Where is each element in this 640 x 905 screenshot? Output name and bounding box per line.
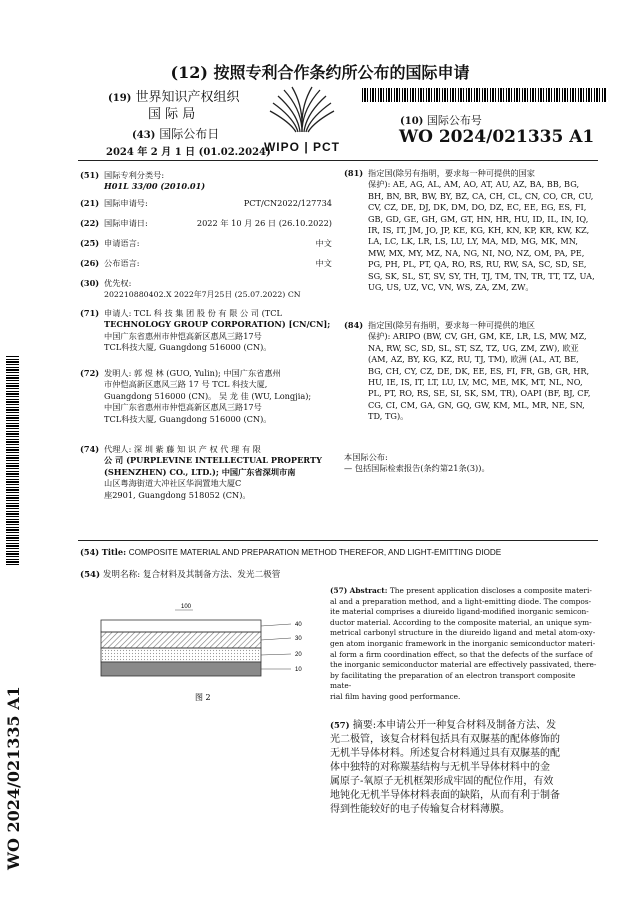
side-barcode <box>6 355 19 565</box>
abstract-zh: (57) 摘要:本申请公开一种复合材料及制备方法、发 光二极管，该复合材料包括具有双脲基的配体修饰的 无机半导体材料。所述复合材料通过具有双脲基的配 体中独特的对称羰基结构与无机半导体材料中的金 属原子-氧原子无机框架形成牢固的配位作用，有效 地钝化无机半导体材料表面的缺陷，从而有利于制备 得到性能较好的电子传输复合材料薄膜。 <box>330 720 560 815</box>
title-zh: (54) 发明名称: 复合材料及其制备方法、发光二极管 <box>80 570 281 580</box>
org-name: 世界知识产权组织 <box>135 90 240 105</box>
field-pub-language: (26) 公布语言: 中文 <box>80 258 332 268</box>
inventor-block: (72) 发明人: 郭 煜 林 (GUO, Yulin); 中国广东省惠州 市仲恺高新区惠风三路 17 号 TCL 科技大厦, Guangdong 516000 (CN)。 吴 龙 佳 (WU, Longjia); 中国广东省惠州市仲恺高新区惠风三路17号 TCL科技大厦, Guangdong 516000 (CN)。 <box>80 368 312 424</box>
side-pubno: WO 2024/021335 A1 <box>4 686 23 870</box>
pubdate-value: 2024 年 2 月 1 日 (01.02.2024) <box>106 147 271 158</box>
figure-top-label: 100 <box>181 604 192 610</box>
field-filing-language: (25) 申请语言: 中文 <box>80 238 332 248</box>
designated-states-national: (81) 指定国(除另有指明，要求每一种可提供的国家 保护): AE, AG, AL, AM, AO, AT, AU, AZ, BA, BB, BG, BH, BN, BR, BW, BY, BZ, CA, CH, CL, CN, CO, CR, CU, CV, CZ, DE, DJ, DK, DM, DO, DZ, EC, EE, EG, ES, FI, GB, GD, GE, GH, GM, GT, HN, HR, HU, ID, IL, IN, IQ, IR, IS, IT, JM, JO, JP, KE, KG, KH, KN, KP, KR, KW, KZ, LA, LC, LK, LR, LS, LU, LY, MA, MD, MG, MK, MN, MW, MX, MY, MZ, NA, NG, NI, NO, NZ, OM, PA, PE, PG, PH, PL, PT, QA, RO, RS, RU, RW, SA, SC, SD, SE, SG, SK, SL, ST, SV, SY, TH, TJ, TM, TN, TR, TT, TZ, UA, UG, US, UZ, VC, VN, WS, ZA, ZM, ZW。 <box>344 168 595 293</box>
layer-label-20: 20 <box>295 652 302 658</box>
org-code: (19) <box>108 93 132 104</box>
layer-label-30: 30 <box>295 636 302 642</box>
published-with: 本国际公布: — 包括国际检索报告(条约第21条(3))。 <box>344 452 490 474</box>
field-priority: (30) 优先权: 202210880402.X 2022年7月25日 (25.07.2022) CN <box>80 278 301 300</box>
pubdate-label-block <box>132 125 219 142</box>
pubno-label: 国际公布号 <box>426 114 482 127</box>
title-en: (54) Title: COMPOSITE MATERIAL AND PREPARATION METHOD THEREFOR, AND LIGHT-EMITTING DIODE <box>80 547 502 557</box>
document-title: (12) 按照专利合作条约所公布的国际申请 <box>170 63 470 82</box>
field-ipc: (51) 国际专利分类号: H01L 33/00 (2010.01) <box>80 170 206 192</box>
layer-diagram <box>95 598 325 718</box>
agent-block: (74) 代理人: 深 圳 紫 藤 知 识 产 权 代 理 有 限 公 司 (PURPLEVINE INTELLECTUAL PROPERTY (SHENZHEN) CO., LTD.); 中国广东省深圳市南 山区粤海街道大冲社区华润置地大厦C 座2901, Guangdong 518052 (CN)。 <box>80 444 322 500</box>
layer-30 <box>101 632 261 648</box>
layer-40 <box>101 620 261 632</box>
field-app-number: (21) 国际申请号: PCT/CN2022/127734 <box>80 198 332 208</box>
pubno-code: (10) <box>400 116 424 127</box>
pubno-label-block <box>400 112 482 128</box>
wipo-logo-text: WIPO | PCT <box>263 140 341 154</box>
wipo-logo <box>262 84 342 160</box>
pubno-value: WO 2024/021335 A1 <box>399 127 595 147</box>
figure-caption: 图 2 <box>195 693 211 702</box>
figure-2 <box>95 598 325 718</box>
abstract-en: (57) Abstract: The present application discloses a composite materi- al and a preparation method, and a light-emitting diode. The compos- ite material comprises a diureido ligand-modified inorganic semicon- ductor material. According to the composite material, an unique sym- metrical carbonyl structure in the diureido ligand and metal atom-oxy- gen atom inorganic framework in the inorganic semiconductor materi- al form a firm coordination effect, so that the defects of the surface of the inorganic semiconductor material are effectively passivated, there- by facilitating the preparation of an electron transport composite mate- rial film having good performance. <box>330 586 597 701</box>
mid-rule <box>78 540 598 541</box>
layer-label-10: 10 <box>295 667 302 673</box>
field-filing-date: (22) 国际申请日: 2022 年 10 月 26 日 (26.10.2022) <box>80 218 332 228</box>
layer-label-40: 40 <box>295 622 302 628</box>
wipo-emblem-icon <box>262 84 342 136</box>
layer-10 <box>101 662 261 676</box>
org-bureau: 国 际 局 <box>148 107 196 122</box>
pubdate-code: (43) <box>132 130 156 141</box>
barcode <box>362 88 607 102</box>
header-rule <box>78 160 598 161</box>
pubdate-label: 国际公布日 <box>159 127 220 141</box>
designated-states-regional: (84) 指定国(除另有指明，要求每一种可提供的地区 保护): ARIPO (BW, CV, GH, GM, KE, LR, LS, MW, MZ, NA, RW, SC, SD, SL, ST, SZ, TZ, UG, ZM, ZW), 欧亚 (AM, AZ, BY, KG, KZ, RU, TJ, TM), 欧洲 (AL, AT, BE, BG, CH, CY, CZ, DE, DK, EE, ES, FI, FR, GB, GR, HR, HU, IE, IS, IT, LT, LU, LV, MC, ME, MK, MT, NL, NO, PL, PT, RO, RS, SE, SI, SK, SM, TR), OAPI (BF, BJ, CF, CG, CI, CM, GA, GN, GQ, GW, KM, ML, MR, NE, SN, TD, TG)。 <box>344 320 591 422</box>
layer-20 <box>101 648 261 662</box>
applicant-block: (71) 申请人: TCL 科 技 集 团 股 份 有 限 公 司 (TCL TECHNOLOGY GROUP CORPORATION) [CN/CN]; 中国广东省惠州市仲恺高新区惠风三路17号 TCL科技大厦, Guangdong 516000 (CN)。 <box>80 308 331 353</box>
